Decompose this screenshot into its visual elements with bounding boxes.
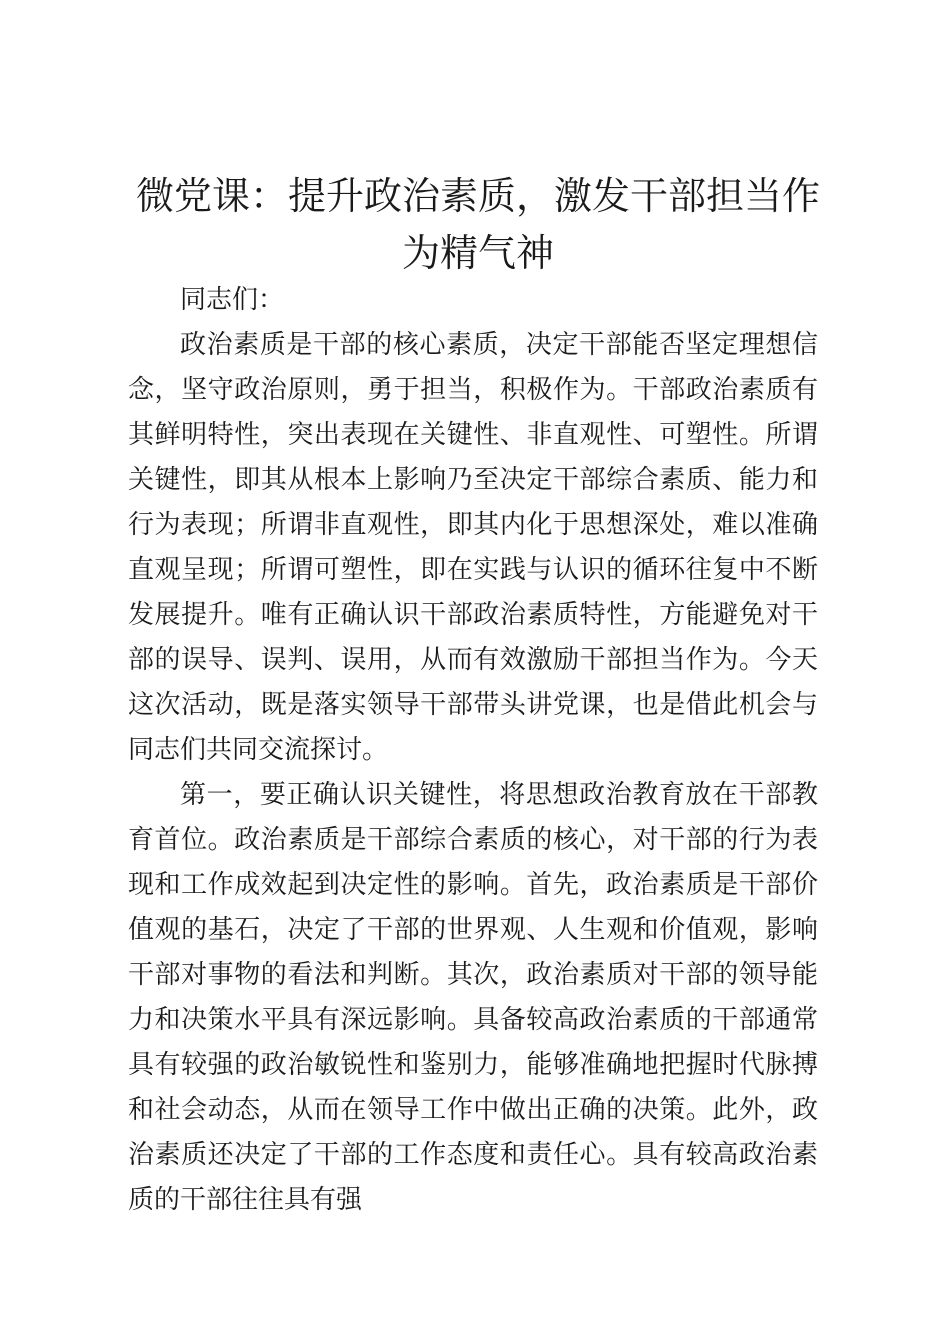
document-title: 微党课：提升政治素质，激发干部担当作为精气神 bbox=[135, 174, 820, 275]
body-paragraph-2: 第一，要正确认识关键性，将思想政治教育放在干部教育首位。政治素质是干部综合素质的核心，对干部的行为表现和工作成效起到决定性的影响。首先，政治素质是干部价值观的基石，决定了干部的世界观、人生观和价值观，影响干部对事物的看法和判断。其次，政治素质对干部的领导能力和决策水平具有深远影响。具备较高政治素质的干部通常具有较强的政治敏锐性和鉴别力，能够准确地把握时代脉搏和社会动态，从而在领导工作中做出正确的决策。此外，政治素质还决定了干部的工作态度和责任心。具有较高政治素质的干部往往具有强 bbox=[128, 780, 818, 1215]
body-paragraph-1: 政治素质是干部的核心素质，决定干部能否坚定理想信念，坚守政治原则，勇于担当，积极作为。干部政治素质有其鲜明特性，突出表现在关键性、非直观性、可塑性。所谓关键性，即其从根本上影响乃至决定干部综合素质、能力和行为表现；所谓非直观性，即其内化于思想深处，难以准确直观呈现；所谓可塑性，即在实践与认识的循环往复中不断发展提升。唯有正确认识干部政治素质特性，方能避免对干部的误导、误判、误用，从而有效激励干部担当作为。今天这次活动，既是落实领导干部带头讲党课，也是借此机会与同志们共同交流探讨。 bbox=[128, 330, 818, 765]
document-body bbox=[128, 278, 818, 1223]
salutation: 同志们： bbox=[180, 285, 285, 315]
